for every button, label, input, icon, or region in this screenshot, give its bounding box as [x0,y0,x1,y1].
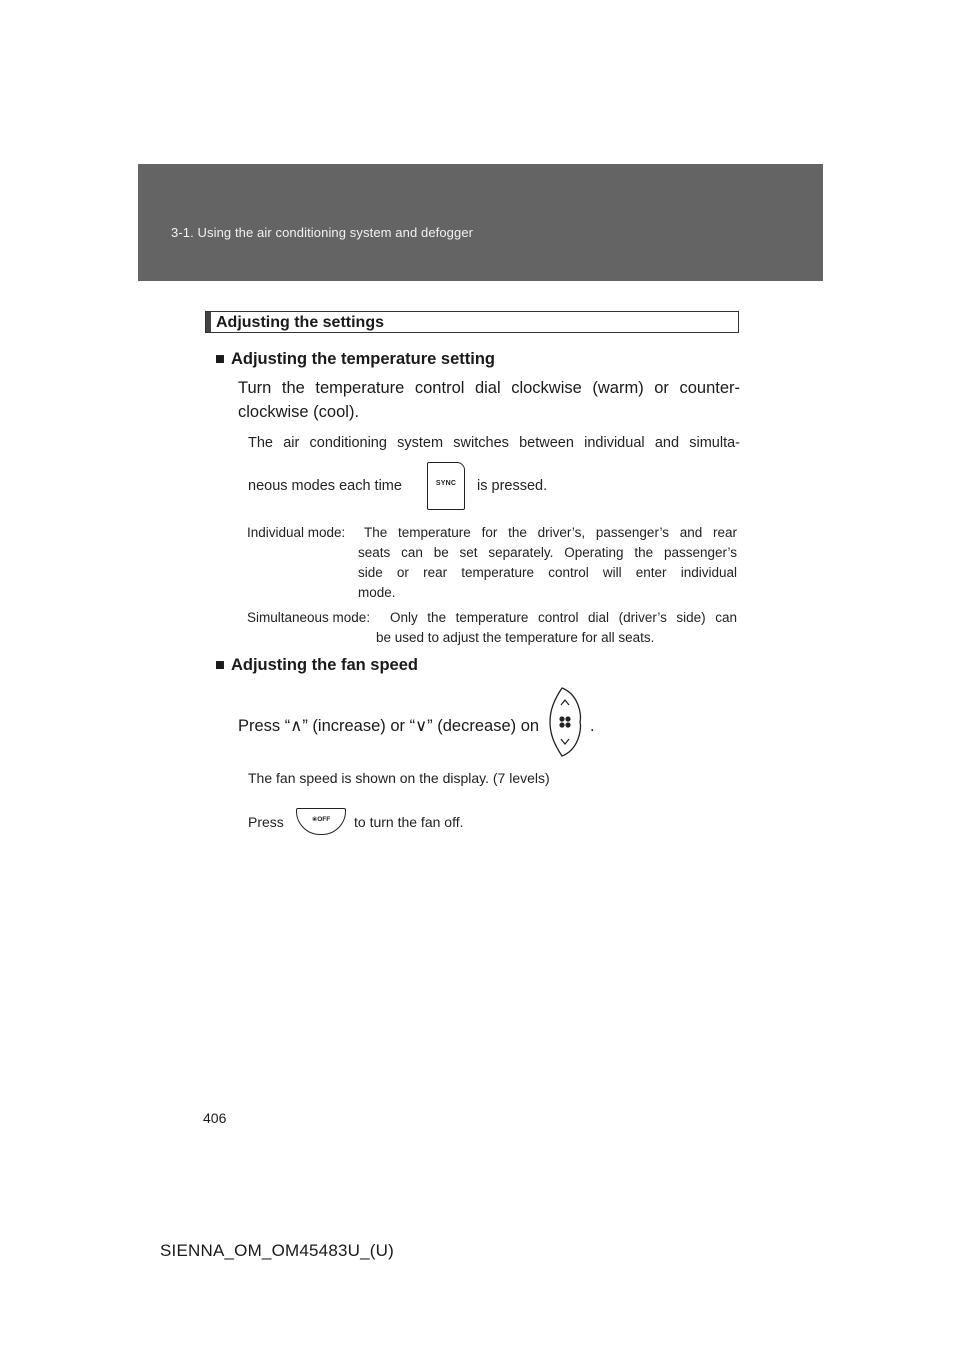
section-title-text: Adjusting the settings [216,314,384,331]
fan-speed-heading: ■ Adjusting the fan speed [215,656,418,674]
temperature-heading: ■ Adjusting the temperature setting [215,350,495,368]
section-breadcrumb: 3-1. Using the air conditioning system and defogger [171,225,474,240]
fan-speed-instruction: Press “∧” (increase) or “∨” (decrease) on [238,717,540,735]
temperature-instructions: Turn the temperature control dial clockwise (warm) or counter- clockwise (cool). [238,379,740,421]
fan-speed-rocker-switch[interactable] [546,686,586,758]
header-band [138,164,823,281]
fan-off-note-before: Press [248,814,284,830]
section-title [205,311,739,333]
square-bullet-icon: ■ [215,350,225,368]
individual-mode-label: Individual mode: [247,525,346,540]
fan-off-note-after: to turn the fan off. [354,814,464,830]
fan-speed-instruction-end: . [590,717,595,735]
simultaneous-mode-description: Only the temperature control dial (driver’s side) can be used to adjust the temperature for all seats. [376,610,737,645]
individual-mode-description: The temperature for the driver’s, passenger’s and rear seats can be set separately. Operating the passenger’s side or rear temperature control will enter individual mode. [358,525,737,600]
document-code: SIENNA_OM_OM45483U_(U) [160,1241,394,1260]
simultaneous-mode-label: Simultaneous mode: [247,610,371,625]
sync-note-line2-after: is pressed. [477,478,548,494]
sync-note-line2-before: neous modes each time [248,478,402,494]
section-title-bar [206,312,211,332]
sync-note-line1: The air conditioning system switches between individual and simulta- [248,435,740,451]
page-number: 406 [203,1110,227,1126]
square-bullet-icon: ■ [215,656,225,674]
fan-small-icon: ❀ [311,816,318,823]
fan-off-button[interactable]: ❀OFF [296,808,346,835]
fan-display-note: The fan speed is shown on the display. (7 levels) [248,770,550,786]
sync-button[interactable]: SYNC [427,462,465,510]
